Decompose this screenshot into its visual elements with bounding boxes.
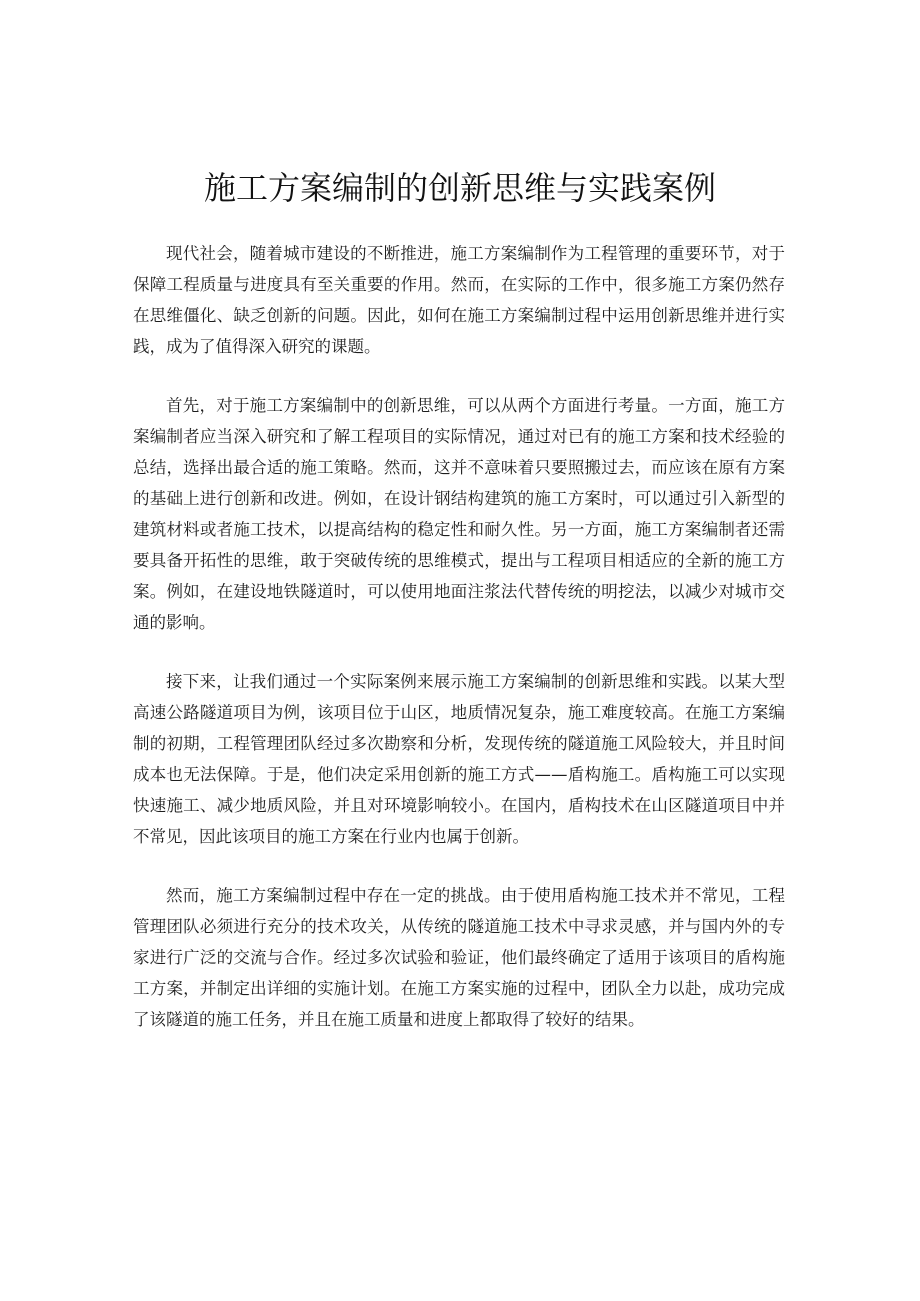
document-body <box>133 238 785 1063</box>
document-title: 施工方案编制的创新思维与实践案例 <box>203 169 716 207</box>
paragraph-innovative-thinking: 首先，对于施工方案编制中的创新思维，可以从两个方面进行考量。一方面，施工方案编制者应当深入研究和了解工程项目的实际情况，通过对已有的施工方案和技术经验的总结，选择出最合适的施工策略。然而，这并不意味着只要照搬过去，而应该在原有方案的基础上进行创新和改进。例如，在设计钢结构建筑的施工方案时，可以通过引入新型的建筑材料或者施工技术，以提高结构的稳定性和耐久性。另一方面，施工方案编制者还需要具备开拓性的思维，敢于突破传统的思维模式，提出与工程项目相适应的全新的施工方案。例如，在建设地铁隧道时，可以使用地面注浆法代替传统的明挖法，以减少对城市交通的影响。 <box>133 396 785 632</box>
paragraph-challenges: 然而，施工方案编制过程中存在一定的挑战。由于使用盾构施工技术并不常见，工程管理团队必须进行充分的技术攻关，从传统的隧道施工技术中寻求灵感，并与国内外的专家进行广泛的交流与合作。经过多次试验和验证，他们最终确定了适用于该项目的盾构施工方案，并制定出详细的实施计划。在施工方案实施的过程中，团队全力以赴，成功完成了该隧道的施工任务，并且在施工质量和进度上都取得了较好的结果。 <box>133 886 785 1029</box>
paragraph-case-study: 接下来，让我们通过一个实际案例来展示施工方案编制的创新思维和实践。以某大型高速公路隧道项目为例，该项目位于山区，地质情况复杂，施工难度较高。在施工方案编制的初期，工程管理团队经过多次勘察和分析，发现传统的隧道施工风险较大，并且时间成本也无法保障。于是，他们决定采用创新的施工方式——盾构施工。盾构施工可以实现快速施工、减少地质风险，并且对环境影响较小。在国内，盾构技术在山区隧道项目中并不常见，因此该项目的施工方案在行业内也属于创新。 <box>133 672 785 846</box>
paragraph-intro: 现代社会，随着城市建设的不断推进，施工方案编制作为工程管理的重要环节，对于保障工程质量与进度具有至关重要的作用。然而，在实际的工作中，很多施工方案仍然存在思维僵化、缺乏创新的问题。因此，如何在施工方案编制过程中运用创新思维并进行实践，成为了值得深入研究的课题。 <box>133 244 785 356</box>
